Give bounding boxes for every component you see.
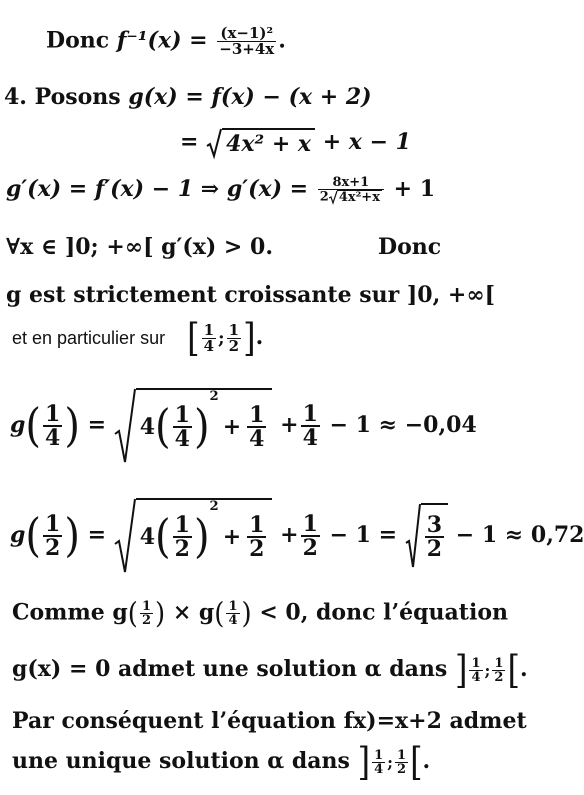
donc-label: Donc (46, 27, 110, 54)
g-half-approx: − 1 ≈ 0,72 (455, 522, 584, 548)
g-one-half-line: g( $\frac{1}{2}$ ) = 4 ( $\frac{1}{2}$ ) 2 + $\frac{1}{2}$ + $\frac{1}{2}$ − 1 = $\frac{3}{2}$ − 1 ≈ 0,72 (10, 498, 584, 574)
radical-sign-icon (329, 190, 337, 204)
positivity-condition: ∀x ∈ ]0; +∞[ g′(x) > 0. (6, 234, 273, 260)
g-quarter-approx: − 1 ≈ −0,04 (329, 412, 477, 438)
sqrt-expression: 4x² + x (206, 128, 315, 158)
big-sqrt: 4 ( $\frac{1}{4}$ ) 2 + $\frac{1}{4}$ (114, 388, 273, 464)
radical-sign-icon (206, 128, 222, 158)
g-expansion-line: = 4x² + x + x − 1 (180, 129, 411, 157)
radical-sign-icon (114, 498, 136, 574)
particular-interval-line: et en particulier sur [ $\frac{1}{4}$ ; $\frac{1}{2}$ ]. (12, 315, 264, 361)
consequence-line: Par conséquent l’équation fx)=x+2 admet (12, 708, 527, 734)
posons-line (4, 86, 372, 108)
derivative-fraction: 8x+1 2 4x²+x (318, 176, 384, 204)
derivative-lhs: g′(x) = f′(x) − 1 ⇒ g′(x) = (6, 176, 309, 202)
increasing-line: g est strictement croissante sur ]0, +∞[ (6, 282, 496, 308)
comme-line: Comme g( $\frac{1}{2}$ ) × g( $\frac{1}{4}$ ) < 0, donc l’équation (12, 597, 508, 630)
solution-alpha-line: g(x) = 0 admet une solution α dans ] $\frac{1}{4}$ ; $\frac{1}{2}$ [. (12, 647, 528, 693)
g-one-quarter-line: g( $\frac{1}{4}$ ) = 4 ( $\frac{1}{4}$ ) 2 + $\frac{1}{4}$ + $\frac{1}{4}$ − 1 ≈ −0,04 (10, 388, 477, 464)
derivative-line: g′(x) = f′(x) − 1 ⇒ g′(x) = 8x+1 2 4x²+x + 1 (6, 175, 436, 205)
inverse-function-line: Donc f⁻¹(x) = $\frac{\text{(x−1)²}}{-3+4x}$ . (46, 24, 286, 58)
sqrt-three-halves: $\frac{3}{2}$ (405, 503, 448, 569)
donc-label-2: Donc (378, 234, 442, 260)
unique-solution-line: une unique solution α dans ] $\frac{1}{4}$ ; $\frac{1}{2}$ [. (12, 739, 431, 785)
g-definition: g(x) = f(x) − (x + 2) (128, 84, 372, 110)
inverse-fraction: $\frac{\text{(x−1)²}}{-3+4x}$ (219, 24, 275, 58)
step-number: 4. Posons (4, 84, 121, 110)
radical-sign-icon (405, 503, 421, 569)
positivity-line (6, 236, 273, 258)
inverse-lhs: f⁻¹(x) = (116, 27, 208, 54)
big-sqrt-2: 4 ( $\frac{1}{2}$ ) 2 + $\frac{1}{2}$ (114, 498, 273, 574)
radical-sign-icon (114, 388, 136, 464)
